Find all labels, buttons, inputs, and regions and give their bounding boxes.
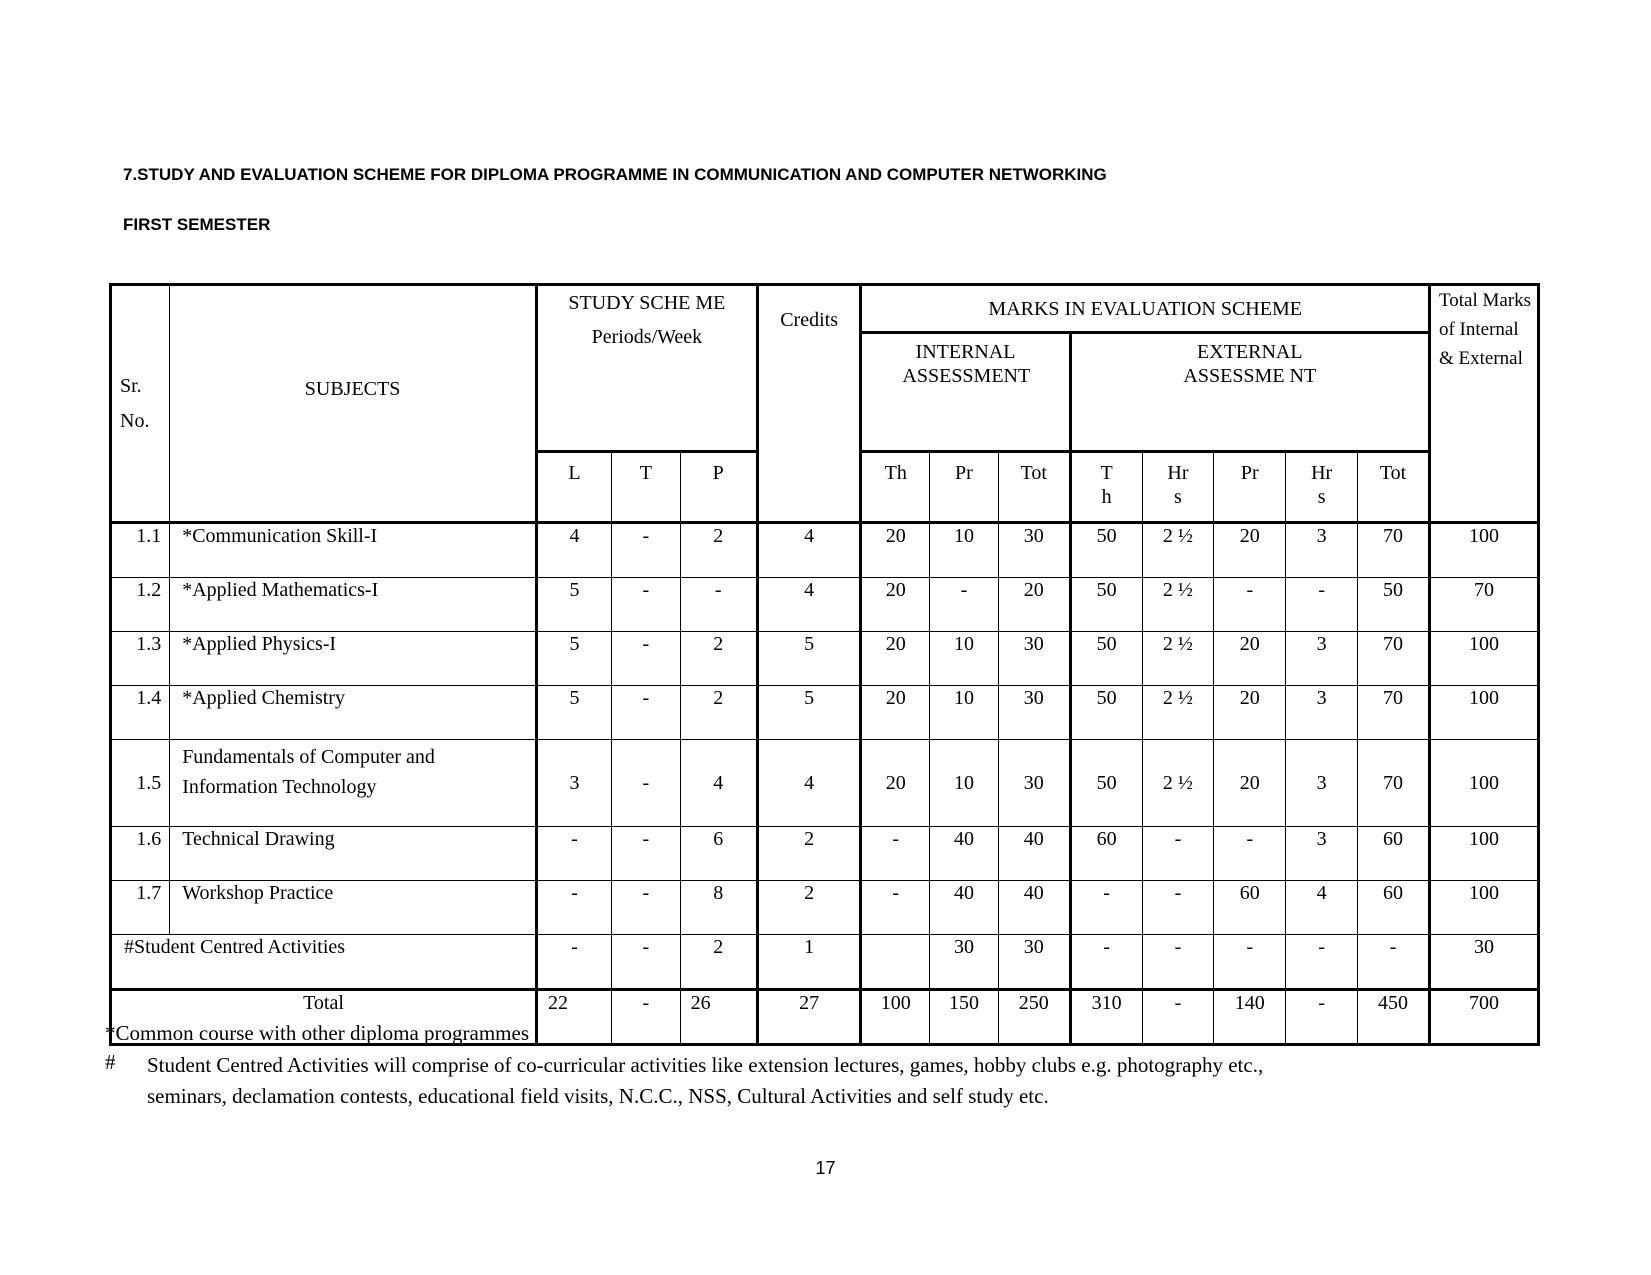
value-cell: 20: [861, 523, 930, 578]
value-cell: 20: [861, 686, 930, 740]
value-cell: 70: [1358, 523, 1430, 578]
value-cell: -: [1358, 935, 1430, 990]
page-number: 17: [815, 1158, 836, 1178]
value-cell: 100: [1429, 827, 1538, 881]
value-cell: 1: [757, 935, 861, 990]
value-cell: 50: [1070, 740, 1142, 827]
value-cell: 3: [1286, 827, 1358, 881]
col-ext-hrs-header: Hr s: [1142, 452, 1214, 523]
value-cell: 4: [757, 523, 861, 578]
table-row: [111, 578, 1539, 632]
total-marks-header: Total Marks of Internal & External: [1429, 285, 1538, 523]
sr-no-cell: 1.3: [111, 632, 170, 686]
value-cell: 30: [998, 523, 1070, 578]
value-cell: 20: [1214, 686, 1286, 740]
marks-header: MARKS IN EVALUATION SCHEME: [861, 285, 1430, 333]
value-cell: 20: [1214, 740, 1286, 827]
sr-no-cell: 1.7: [111, 881, 170, 935]
value-cell: 40: [998, 881, 1070, 935]
value-cell: -: [611, 632, 680, 686]
value-cell: -: [611, 827, 680, 881]
total-value-cell: -: [611, 990, 680, 1045]
subject-cell: Workshop Practice: [170, 881, 537, 935]
value-cell: 30: [998, 686, 1070, 740]
internal-header: INTERNAL ASSESSMENT: [861, 333, 1070, 452]
value-cell: 6: [680, 827, 757, 881]
document-title: 7.STUDY AND EVALUATION SCHEME FOR DIPLOMA PROGRAMME IN COMMUNICATION AND COMPUTER NETWORKING: [123, 165, 1107, 184]
col-ext-hrs2-header: Hr s: [1286, 452, 1358, 523]
value-cell: 10: [930, 523, 999, 578]
semester-heading: FIRST SEMESTER: [123, 215, 271, 234]
value-cell: 30: [998, 935, 1070, 990]
value-cell: -: [536, 827, 611, 881]
value-cell: 3: [1286, 686, 1358, 740]
value-cell: -: [1142, 935, 1214, 990]
total-value-cell: 250: [998, 990, 1070, 1045]
value-cell: 4: [680, 740, 757, 827]
value-cell: -: [861, 881, 930, 935]
value-cell: 5: [536, 686, 611, 740]
total-value-cell: 150: [930, 990, 999, 1045]
value-cell: -: [1286, 935, 1358, 990]
value-cell: 4: [1286, 881, 1358, 935]
value-cell: 50: [1070, 523, 1142, 578]
sr-no-cell: 1.1: [111, 523, 170, 578]
value-cell: -: [930, 578, 999, 632]
subject-cell: *Applied Physics-I: [170, 632, 537, 686]
value-cell: 70: [1358, 740, 1430, 827]
subject-cell: *Applied Chemistry: [170, 686, 537, 740]
value-cell: 60: [1358, 827, 1430, 881]
value-cell: 3: [1286, 632, 1358, 686]
total-value-cell: -: [1142, 990, 1214, 1045]
subject-cell: *Applied Mathematics-I: [170, 578, 537, 632]
value-cell: -: [1142, 881, 1214, 935]
value-cell: -: [611, 740, 680, 827]
value-cell: 100: [1429, 740, 1538, 827]
value-cell: -: [680, 578, 757, 632]
subjects-header: SUBJECTS: [170, 285, 537, 523]
value-cell: 5: [757, 632, 861, 686]
value-cell: 2: [757, 881, 861, 935]
value-cell: 50: [1358, 578, 1430, 632]
total-value-cell: 100: [861, 990, 930, 1045]
value-cell: [861, 935, 930, 990]
activities-label-cell: #Student Centred Activities: [111, 935, 537, 990]
sr-no-cell: 1.5: [111, 740, 170, 827]
value-cell: 20: [1214, 523, 1286, 578]
value-cell: 20: [861, 578, 930, 632]
value-cell: -: [1214, 578, 1286, 632]
value-cell: 10: [930, 686, 999, 740]
col-p-header: P: [680, 452, 757, 523]
value-cell: -: [1286, 578, 1358, 632]
sr-no-cell: 1.4: [111, 686, 170, 740]
col-l-header: L: [536, 452, 611, 523]
study-scheme-header: STUDY SCHE ME Periods/Week: [536, 285, 757, 452]
table-row: [111, 740, 1539, 827]
value-cell: 4: [757, 578, 861, 632]
value-cell: 5: [536, 632, 611, 686]
table-row: [111, 686, 1539, 740]
value-cell: 3: [1286, 740, 1358, 827]
value-cell: 4: [757, 740, 861, 827]
subject-cell: Fundamentals of Computer and Information Technology: [170, 740, 537, 827]
total-value-cell: 27: [757, 990, 861, 1045]
value-cell: 4: [536, 523, 611, 578]
value-cell: 2: [680, 935, 757, 990]
total-value-cell: 26: [680, 990, 757, 1045]
total-value-cell: 310: [1070, 990, 1142, 1045]
value-cell: 10: [930, 740, 999, 827]
value-cell: -: [861, 827, 930, 881]
hash-symbol: #: [105, 1050, 116, 1074]
value-cell: 40: [998, 827, 1070, 881]
value-cell: 2 ½: [1142, 632, 1214, 686]
value-cell: 2 ½: [1142, 523, 1214, 578]
value-cell: -: [611, 578, 680, 632]
value-cell: 3: [536, 740, 611, 827]
total-value-cell: -: [1286, 990, 1358, 1045]
subject-cell: Technical Drawing: [170, 827, 537, 881]
col-int-pr-header: Pr: [930, 452, 999, 523]
value-cell: 8: [680, 881, 757, 935]
external-header: EXTERNAL ASSESSME NT: [1070, 333, 1429, 452]
table-row: [111, 523, 1539, 578]
sr-no-cell: 1.6: [111, 827, 170, 881]
common-course-note: *Common course with other diploma programmes: [105, 1021, 530, 1045]
col-ext-th-header: T h: [1070, 452, 1142, 523]
value-cell: 30: [1429, 935, 1538, 990]
value-cell: 70: [1358, 632, 1430, 686]
value-cell: 50: [1070, 578, 1142, 632]
value-cell: 20: [998, 578, 1070, 632]
value-cell: -: [1142, 827, 1214, 881]
evaluation-scheme-table: [109, 283, 1540, 1046]
value-cell: -: [1070, 935, 1142, 990]
value-cell: 2: [680, 523, 757, 578]
value-cell: 40: [930, 827, 999, 881]
value-cell: 2: [680, 632, 757, 686]
col-ext-tot-header: Tot: [1358, 452, 1430, 523]
value-cell: 50: [1070, 686, 1142, 740]
total-value-cell: 22: [536, 990, 611, 1045]
table-row: [111, 881, 1539, 935]
value-cell: -: [611, 523, 680, 578]
activities-note: Student Centred Activities will comprise of co-curricular activities like extension lectures, games, hobby clubs e.g. photography etc., seminars, declamation contests, educational field visits, N.C.C., NSS, Cultural Activities and self study etc.: [147, 1053, 1264, 1108]
value-cell: 2: [680, 686, 757, 740]
sr-no-header: Sr. No.: [111, 285, 170, 523]
value-cell: -: [1070, 881, 1142, 935]
value-cell: 60: [1358, 881, 1430, 935]
value-cell: 2: [757, 827, 861, 881]
col-ext-pr-header: Pr: [1214, 452, 1286, 523]
value-cell: -: [611, 686, 680, 740]
table-row: [111, 827, 1539, 881]
col-int-th-header: Th: [861, 452, 930, 523]
value-cell: 2 ½: [1142, 686, 1214, 740]
value-cell: 10: [930, 632, 999, 686]
value-cell: 20: [1214, 632, 1286, 686]
value-cell: 100: [1429, 632, 1538, 686]
value-cell: 100: [1429, 881, 1538, 935]
value-cell: -: [1214, 935, 1286, 990]
value-cell: -: [611, 935, 680, 990]
sr-no-cell: 1.2: [111, 578, 170, 632]
total-value-cell: 140: [1214, 990, 1286, 1045]
value-cell: 2 ½: [1142, 578, 1214, 632]
value-cell: 70: [1358, 686, 1430, 740]
value-cell: 60: [1070, 827, 1142, 881]
total-label-cell: Total: [111, 990, 537, 1045]
value-cell: 3: [1286, 523, 1358, 578]
value-cell: 30: [998, 740, 1070, 827]
value-cell: 30: [998, 632, 1070, 686]
value-cell: -: [1214, 827, 1286, 881]
col-t-header: T: [611, 452, 680, 523]
value-cell: -: [611, 881, 680, 935]
value-cell: 20: [861, 632, 930, 686]
col-int-tot-header: Tot: [998, 452, 1070, 523]
table-row: [111, 632, 1539, 686]
table-row: [111, 935, 1539, 990]
value-cell: 50: [1070, 632, 1142, 686]
value-cell: -: [536, 935, 611, 990]
value-cell: 20: [861, 740, 930, 827]
credits-header: Credits: [757, 285, 861, 523]
value-cell: 30: [930, 935, 999, 990]
total-value-cell: 450: [1358, 990, 1430, 1045]
value-cell: 100: [1429, 523, 1538, 578]
value-cell: 2 ½: [1142, 740, 1214, 827]
value-cell: 40: [930, 881, 999, 935]
value-cell: -: [536, 881, 611, 935]
value-cell: 100: [1429, 686, 1538, 740]
value-cell: 70: [1429, 578, 1538, 632]
total-value-cell: 700: [1429, 990, 1538, 1045]
value-cell: 5: [757, 686, 861, 740]
value-cell: 5: [536, 578, 611, 632]
subject-cell: *Communication Skill-I: [170, 523, 537, 578]
value-cell: 60: [1214, 881, 1286, 935]
